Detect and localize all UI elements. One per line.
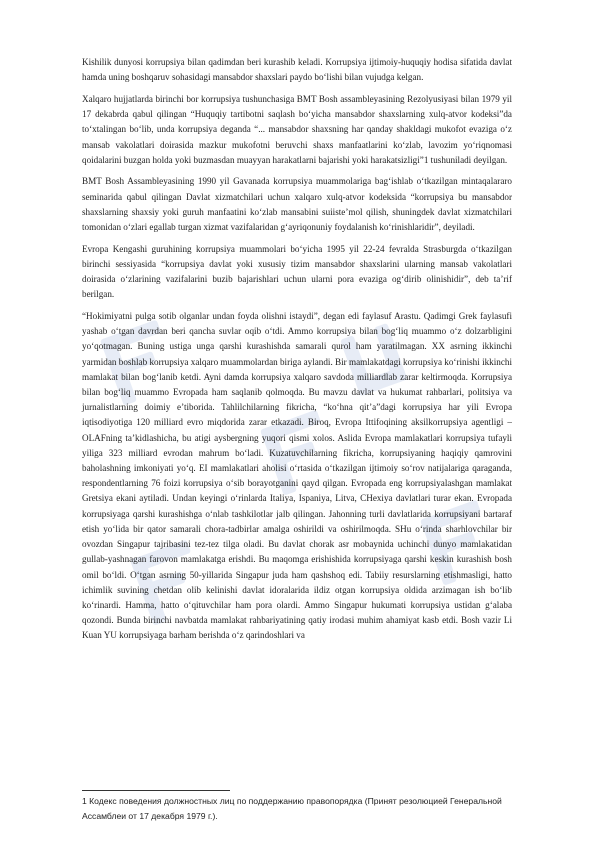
document-body — [82, 55, 512, 650]
paragraph-5: “Hokimiyatni pulga sotib olganlar undan foyda olishni istaydi”, degan edi faylasuf Arastu. Qadimgi Grek faylasufi yashab o‘tgan davrdan beri qancha suvlar oqib o‘tdi. Ammo korrupsiya bilan bog‘liq muammo o‘z dolzarbligini yo‘qotmagan. Buning ustiga unga qarshi kurashishda samarali qurol ham yaratilmagan. XX asrning ikkinchi yarmidan boshlab korrupsiya xalqaro muammolardan biriga aylandi. Bir mamlakatdagi korrupsiya ko‘rinishi ikkinchi mamlakat bilan bog‘lanib ketdi. Ayni damda korrupsiya xalqaro savdoda milliardlab zarar keltirmoqda. Korrupsiya bilan bog‘liq muammo Evropada ham saqlanib qolmoqda. Bu mavzu davlat va hukumat rahbarlari, politsiya va jurnalistlarning doimiy e’tiborida. Tahlilchilarning fikricha, “ko‘hna qit’a”dagi korrupsiya har yili Evropa iqtisodiyotiga 120 milliard evro miqdorida zarar etkazadi. Biroq, Evropa Ittifoqining aksilkorrupsiya agentligi – OLAFning ta’kidlashicha, bu atigi aysbergning yuqori qismi xolos. Aslida Evropa mamlakatlari korrupsiya tufayli yiliga 323 milliard evrodan mahrum bo‘ladi. Kuzatuvchilarning fikricha, korrupsiyaning haqiqiy qamrovini baholashning imkoniyati yo‘q. EI mamlakatlari aholisi o‘rtasida o‘tkazilgan ijtimoiy so‘rov natijalariga qaraganda, respondentlarning 76 foizi korrupsiya o‘sib borayotganini qayd qilgan. Evropada eng korrupsiyalashgan mamlakat Gretsiya ekani aytiladi. Undan keyingi o‘rinlarda Italiya, Ispaniya, Litva, CHexiya davlatlari turar ekan. Evropada korrupsiyaga qarshi kurashishga o‘nlab tashkilotlar jalb qilingan. Jahonning turli davlatlarida korrupsiyani bartaraf etish yo‘lida bir qator samarali chora-tadbirlar amalga oshirildi va oshirilmoqda. SHu o‘rinda sharhlovchilar bir ovozdan Singapur tajribasini tez-tez tilga oladi. Bu davlat chorak asr mobaynida uchinchi dunyo mamlakatidan gullab-yashnagan farovon mamlakatga erishdi. Bu maqomga erishishida korrupsiyaga qarshi keskin kurashish bosh omil bo‘ldi. O‘tgan asrning 50-yillarida Singapur juda ham qashshoq edi. Tabiiy resurslarning etishmasligi, hatto ichimlik suvining chetdan olib kelinishi davlat idoralarida ildiz otgan korrupsiya oldida arzimagan ish bo‘lib ko‘rinardi. Hamma, hatto o‘qituvchilar ham pora olardi. Ammo Singapur hukumati korrupsiya ustidan g‘alaba qozondi. Bunda birinchi navbatda mamlakat rahbariyatining qatiy irodasi muhim ahamiyat kasb etdi. Bosh vazir Li Kuan YU korrupsiyaga barham berishda o‘z qarindoshlari va — [82, 311, 512, 641]
paragraph-1: Kishilik dunyosi korrupsiya bilan qadimdan beri kurashib keladi. Korrupsiya ijtimoiy-huquqiy hodisa sifatida davlat hamda uning boshqaruv sohasidagi mansabdor shaxslari paydo bo‘lishi bilan vujudga kelgan. — [82, 57, 512, 83]
footnote: 1 Кодекс поведения должностных лиц по поддержанию правопорядка (Принят резолюцией Генеральной Ассамблеи от 17 декабря 1979 г.). — [82, 796, 502, 821]
footnote-divider — [82, 790, 230, 791]
paragraph-4: Evropa Kengashi guruhining korrupsiya muammolari bo‘yicha 1995 yil 22-24 fevralda Strasburgda o‘tkazilgan birinchi sessiyasida “korrupsiya davlat yoki xususiy tizim mansabdor shaxslarini ularning mansab vakolatlari doirasida o‘zlarining vazifalarini buzib bajarishlari uchun ularni pora evaziga og‘dirib olinishidir”, deb ta’rif berilgan. — [82, 243, 512, 300]
paragraph-3: BMT Bosh Assambleyasining 1990 yil Gavanada korrupsiya muammolariga bag‘ishlab o‘tkazilgan mintaqalararo seminarida qabul qilingan Davlat xizmatchilari uchun xalqaro xulq-atvor kodeksida “korrupsiya bu mansabdor shaxslarning shaxsiy yoki guruh manfaatini ko‘zlab mansabini suiiste’mol qilish, shuningdek davlat xizmatchilari tomonidan o‘zlari egallab turgan xizmat vazifalaridan g‘ayriqonuniy foydalanish ko‘rinishlaridir”, deyiladi. — [82, 176, 512, 233]
paragraph-2: Xalqaro hujjatlarda birinchi bor korrupsiya tushunchasiga BMT Bosh assambleyasining Rezolyusiyasi bilan 1979 yil 17 dekabrda qabul qilingan “Huquqiy tartibotni saqlash bo‘yicha mansabdor shaxslarning xulq-atvor kodeksi”da to‘xtalingan bo‘lib, unda korrupsiya deganda “... mansabdor shaxsning har qanday shakldagi mukofot evaziga o‘z mansab vakolatlari doirasida mazkur mukofotni beruvchi shaxs manfaatlarini ko‘zlab, lavozim yo‘riqnomasi qoidalarini buzgan holda yoki buzmasdan muayyan harakatlarni bajarishi yoki harakatsizligi”1 tushuniladi deyilgan. — [82, 93, 512, 165]
